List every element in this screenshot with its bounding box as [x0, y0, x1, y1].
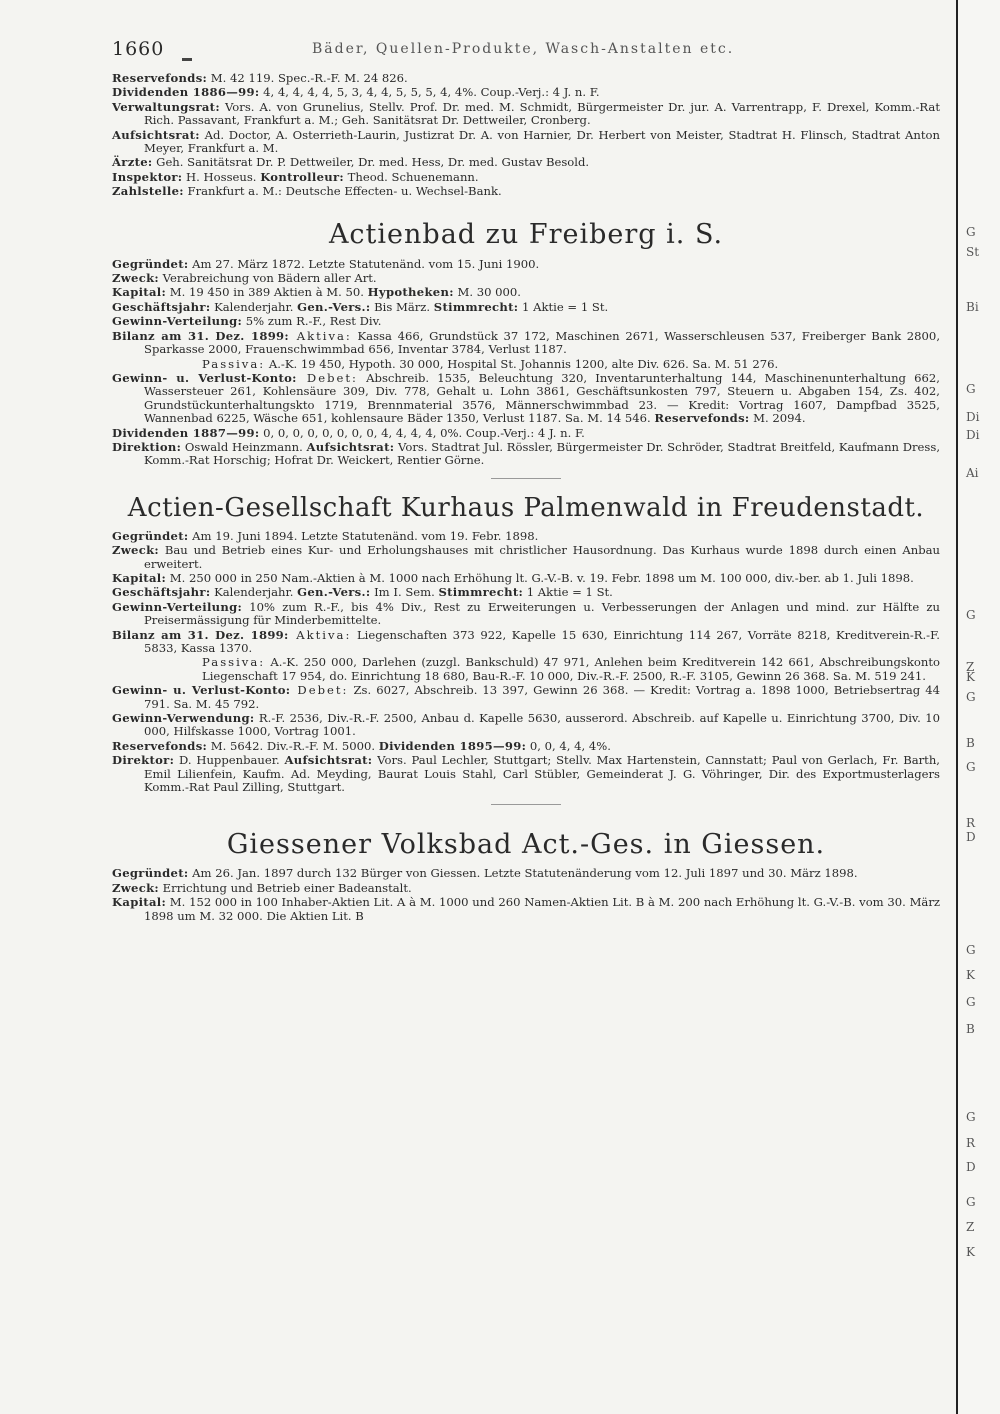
entry-label: Kapital: [112, 285, 167, 300]
entry-label: Zweck: [112, 880, 159, 895]
entry-label: Gewinn- u. Verlust-Konto: [112, 370, 297, 385]
entry-label: Hypotheken: [367, 285, 454, 300]
ink-mark [182, 58, 192, 61]
edge-letter: Ai [966, 466, 979, 480]
entry-label: Stimmrecht: [433, 299, 519, 314]
entry-text: Am 19. Juni 1894. Letzte Statutenänd. vom 19. Febr. 1898. [188, 528, 539, 543]
edge-letter: R [966, 1136, 976, 1150]
entry-paragraph [112, 101, 940, 128]
entry-label: Gewinn- u. Verlust-Konto: [112, 683, 291, 698]
entry-paragraph [112, 530, 940, 543]
entry-paragraph [112, 315, 940, 328]
section-title-palmenwald: Actien-Gesellschaft Kurhaus Palmenwald in Freudenstadt. [127, 492, 925, 523]
entry-text: M. 152 000 in 100 Inhaber-Aktien Lit. A à M. 1000 und 260 Namen-Aktien Lit. B à M. 200 nach Erhöhung lt. G.-V.-B. vom 30. März 1898 um M. 32 000. Die Aktien Lit. B [144, 895, 940, 923]
edge-letter: Bi [966, 300, 979, 314]
entry-label: Gegründet: [112, 528, 189, 543]
entry-label: Gegründet: [112, 866, 189, 881]
entry-text: M. 19 450 in 389 Aktien à M. 50. [166, 285, 368, 300]
entry-paragraph [112, 441, 940, 468]
entry-label: Kapital: [112, 895, 167, 910]
entry-text: Geh. Sanitätsrat Dr. P. Dettweiler, Dr. med. Hess, Dr. med. Gustav Besold. [152, 155, 590, 170]
entry-text: Oswald Heinzmann. [181, 439, 307, 454]
entry-sublabel: Debet: [290, 683, 349, 698]
entry-label: Direktor: [112, 753, 175, 768]
entry-text: Am 26. Jan. 1897 durch 132 Bürger von Giessen. Letzte Statutenänderung vom 12. Juli 1897 und 30. März 1898. [188, 866, 858, 881]
edge-letter: G [966, 943, 976, 957]
entry-paragraph [112, 601, 940, 628]
entry-paragraph [112, 171, 940, 184]
entry-paragraph [112, 572, 940, 585]
edge-letter: G [966, 382, 976, 396]
entry-text: M. 250 000 in 250 Nam.-Aktien à M. 1000 nach Erhöhung lt. G.-V.-B. v. 19. Febr. 1898 um M. 100 000, div.-ber. ab 1. Juli 1898. [166, 570, 914, 585]
entry-text: Am 27. März 1872. Letzte Statutenänd. vom 15. Juni 1900. [188, 256, 540, 271]
edge-letter: K [966, 670, 975, 684]
edge-letter: K [966, 1245, 975, 1259]
page-number: 1660 [112, 38, 165, 60]
edge-letter: Di [966, 428, 980, 442]
entry-label: Gen.-Vers.: [297, 299, 371, 314]
entry-sublabel: Aktiva: [288, 627, 352, 642]
edge-letter: G [966, 1110, 976, 1124]
entry-paragraph [112, 330, 940, 357]
entry-paragraph [112, 712, 940, 739]
entry-label: Aufsichtsrat: [284, 753, 373, 768]
entry-paragraph [112, 372, 940, 426]
edge-letter: G [966, 760, 976, 774]
entry-paragraph [112, 754, 940, 794]
entry-label: Aufsichtsrat: [112, 127, 200, 142]
entry-label: Inspektor: [112, 169, 183, 184]
entry-text: 0, 0, 4, 4, 4%. [526, 738, 611, 753]
edge-letter: D [966, 830, 976, 844]
entry-paragraph [112, 896, 940, 923]
entry-text: 4, 4, 4, 4, 4, 5, 3, 4, 4, 5, 5, 5, 4, 4%. Coup.-Verj.: 4 J. n. F. [259, 85, 600, 100]
entry-text: Bis März. [370, 299, 434, 314]
entry-label: Zahlstelle: [112, 184, 184, 199]
entry-paragraph [112, 358, 940, 371]
intro-block [112, 72, 940, 199]
entry-text: M. 30 000. [453, 285, 521, 300]
entry-text: M. 2094. [749, 411, 806, 426]
entry-paragraph [112, 72, 940, 85]
entry-text: Abschreib. 1535, Beleuchtung 320, Inventarunterhaltung 144, Maschinenunterhaltung 662, Wassersteuer 261, Kohlensäure 309, Div. 778, Gehalt u. Lohn 3861, Geschäftsunkosten 797, Steuern u. Abgaben 154, Zs. 402, Grundstückunterhaltungskto 1719, Brennmaterial 3576, Männerschwimmbad 23. — Kredit: Vortrag 1607, Dampfbad 3525, Wannenbad 6225, Wäsche 651, kohlensaure Bäder 1350, Verlust 1187. Sa. M. 14 546. [144, 370, 940, 426]
entry-label: Geschäftsjahr: [112, 585, 211, 600]
section-body-freiberg [112, 258, 940, 468]
entry-paragraph [112, 301, 940, 314]
edge-letter: G [966, 608, 976, 622]
entry-label: Gen.-Vers.: [297, 585, 371, 600]
entry-text: 10% zum R.-F., bis 4% Div., Rest zu Erweiterungen u. Verbesserungen der Anlagen und mind. zur Hälfte zu Preisermässigung für Minderbemittelte. [144, 599, 940, 628]
edge-letter: K [966, 968, 975, 982]
entry-paragraph [112, 272, 940, 285]
section-body-giessen [112, 867, 940, 923]
entry-text: M. 5642. Div.-R.-F. M. 5000. [207, 738, 379, 753]
entry-text: 5% zum R.-F., Rest Div. [242, 314, 382, 329]
entry-label: Gewinn-Verteilung: [112, 314, 243, 329]
entry-text: 1 Aktie = 1 St. [523, 585, 613, 600]
entry-paragraph [112, 629, 940, 656]
entry-label: Reservefonds: [112, 71, 208, 85]
entry-text: Bau und Betrieb eines Kur- und Erholungshauses mit christlicher Hausordnung. Das Kurhaus wurde 1898 durch einen Anbau erweitert. [144, 543, 940, 571]
entry-text: D. Huppenbauer. [174, 753, 285, 768]
entry-text: H. Hosseus. [182, 169, 261, 184]
entry-label: Zweck: [112, 543, 159, 558]
edge-letter: D [966, 1160, 976, 1174]
entry-paragraph [112, 129, 940, 156]
entry-paragraph [112, 156, 940, 169]
entry-sublabel: Aktiva: [289, 328, 352, 343]
edge-letter: G [966, 995, 976, 1009]
section-divider [491, 478, 561, 479]
entry-text: Kassa 466, Grundstück 37 172, Maschinen 2671, Wasserschleusen 537, Freiberger Bank 2800, Sparkasse 2000, Frauenschwimmbad 656, Inventar 3784, Verlust 1187. [144, 328, 940, 357]
entry-text: Frankfurt a. M.: Deutsche Effecten- u. Wechsel-Bank. [183, 184, 502, 199]
entry-label: Ärzte: [112, 155, 153, 170]
entry-label: Reservefonds: [654, 411, 750, 426]
entry-paragraph [112, 544, 940, 571]
edge-letter: G [966, 1195, 976, 1209]
entry-paragraph [112, 867, 940, 880]
entry-text: Im I. Sem. [370, 585, 439, 600]
entry-label: Verwaltungsrat: [112, 99, 220, 114]
entry-text: Vors. Stadtrat Jul. Rössler, Bürgermeister Dr. Schröder, Stadtrat Breitfeld, Kaufmann Dress, Komm.-Rat Horschig; Hofrat Dr. Weickert, Rentier Görne. [144, 439, 940, 468]
edge-letter: R [966, 816, 976, 830]
entry-text: Zs. 6027, Abschreib. 13 397, Gewinn 26 368. — Kredit: Vortrag a. 1898 1000, Betriebsertrag 44 791. Sa. M. 45 792. [144, 683, 940, 711]
entry-text: A.-K. 19 450, Hypoth. 30 000, Hospital St. Johannis 1200, alte Div. 626. Sa. M. 51 276. [265, 356, 779, 371]
entry-paragraph [112, 684, 940, 711]
entry-label: Bilanz am 31. Dez. 1899: [112, 627, 289, 642]
entry-label: Gegründet: [112, 256, 189, 271]
entry-label: Aufsichtsrat: [306, 439, 395, 454]
entry-label: Gewinn-Verwendung: [112, 711, 255, 726]
entry-text: M. 42 119. Spec.-R.-F. M. 24 826. [207, 71, 408, 85]
entry-label: Kapital: [112, 570, 167, 585]
entry-text: Ad. Doctor, A. Osterrieth-Laurin, Justizrat Dr. A. von Harnier, Dr. Herbert von Meister, Stadtrat H. Flinsch, Stadtrat Anton Meyer, Frankfurt a. M. [144, 127, 940, 156]
edge-letter: Di [966, 410, 980, 424]
entry-paragraph [112, 185, 940, 198]
entry-label: Gewinn-Verteilung: [112, 599, 243, 614]
entry-label: Dividenden 1895—99: [378, 738, 527, 753]
entry-sublabel: Passiva: [202, 356, 266, 371]
section-body-palmenwald [112, 530, 940, 795]
entry-label: Reservefonds: [112, 738, 208, 753]
entry-label: Geschäftsjahr: [112, 299, 211, 314]
entry-sublabel: Debet: [296, 370, 358, 385]
entry-text: Verabreichung von Bädern aller Art. [159, 271, 377, 286]
edge-letter: G [966, 225, 976, 239]
running-title: Bäder, Quellen-Produkte, Wasch-Anstalten etc. [312, 41, 735, 57]
entry-paragraph [112, 86, 940, 99]
entry-paragraph [112, 427, 940, 440]
entry-text: R.-F. 2536, Div.-R.-F. 2500, Anbau d. Kapelle 5630, ausserord. Abschreib. auf Kapelle u. Einrichtung 3700, Div. 10 000, Hilfskasse 1000, Vortrag 1001. [144, 711, 940, 739]
section-title-freiberg: Actienbad zu Freiberg i. S. [328, 218, 724, 250]
edge-letter: B [966, 1022, 975, 1036]
entry-text: 0, 0, 0, 0, 0, 0, 0, 0, 4, 4, 4, 4, 0%. Coup.-Verj.: 4 J. n. F. [259, 425, 585, 440]
edge-letter: G [966, 690, 976, 704]
edge-letter: Z [966, 660, 975, 674]
entry-paragraph [112, 882, 940, 895]
entry-text: Liegenschaften 373 922, Kapelle 15 630, Einrichtung 114 267, Vorräte 8218, Kreditverein-R.-F. 5833, Kassa 1370. [144, 627, 940, 655]
entry-text: A.-K. 250 000, Darlehen (zuzgl. Bankschuld) 47 971, Anlehen beim Kreditverein 142 661, Abschreibungskonto Liegenschaft 17 954, do. Einrichtung 18 680, Bau-R.-F. 10 000, Div.-R.-F. 2500, R.-F. 3105, Gewinn 26 368. Sa. M. 519 241. [202, 655, 940, 683]
entry-label: Stimmrecht: [438, 585, 524, 600]
section-divider [491, 804, 561, 805]
entry-paragraph [112, 656, 940, 683]
entry-paragraph [112, 258, 940, 271]
entry-text: Vors. Paul Lechler, Stuttgart; Stellv. Max Hartenstein, Cannstatt; Paul von Gerlach, Fr. Barth, Emil Lilienfein, Kaufm. Ad. Meyding, Baurat Louis Stahl, Carl Stübler, Gemeinderat J. G. Vöhringer, Dir. des Exportmusterlagers Komm.-Rat Paul Zilling, Stuttgart. [144, 753, 940, 795]
section-title-giessen: Giessener Volksbad Act.-Ges. in Giessen. [226, 829, 826, 861]
entry-label: Bilanz am 31. Dez. 1899: [112, 328, 290, 343]
entry-sublabel: Passiva: [202, 655, 266, 670]
edge-letter: B [966, 736, 975, 750]
facing-page-edge [956, 0, 1000, 1414]
entry-text: Vors. A. von Grunelius, Stellv. Prof. Dr. med. M. Schmidt, Bürgermeister Dr. jur. A. Varrentrapp, F. Drexel, Komm.-Rat Rich. Passavant, Frankfurt a. M.; Geh. Sanitätsrat Dr. Dettweiler, Cronberg. [144, 99, 940, 128]
entry-label: Direktion: [112, 439, 182, 454]
entry-paragraph [112, 586, 940, 599]
entry-label: Zweck: [112, 271, 159, 286]
entry-text: Errichtung und Betrieb einer Badeanstalt. [159, 880, 412, 895]
entry-text: Theod. Schuenemann. [343, 169, 479, 184]
entry-label: Dividenden 1886—99: [112, 85, 260, 100]
page-header [112, 38, 952, 62]
entry-paragraph [112, 286, 940, 299]
entry-label: Kontrolleur: [260, 169, 344, 184]
edge-letter: St [966, 245, 980, 259]
entry-paragraph [112, 740, 940, 753]
entry-text: 1 Aktie = 1 St. [518, 299, 609, 314]
text-column [112, 72, 940, 924]
entry-text: Kalenderjahr. [210, 299, 298, 314]
entry-label: Dividenden 1887—99: [112, 425, 260, 440]
edge-letter: Z [966, 1220, 975, 1234]
entry-text: Kalenderjahr. [210, 585, 298, 600]
